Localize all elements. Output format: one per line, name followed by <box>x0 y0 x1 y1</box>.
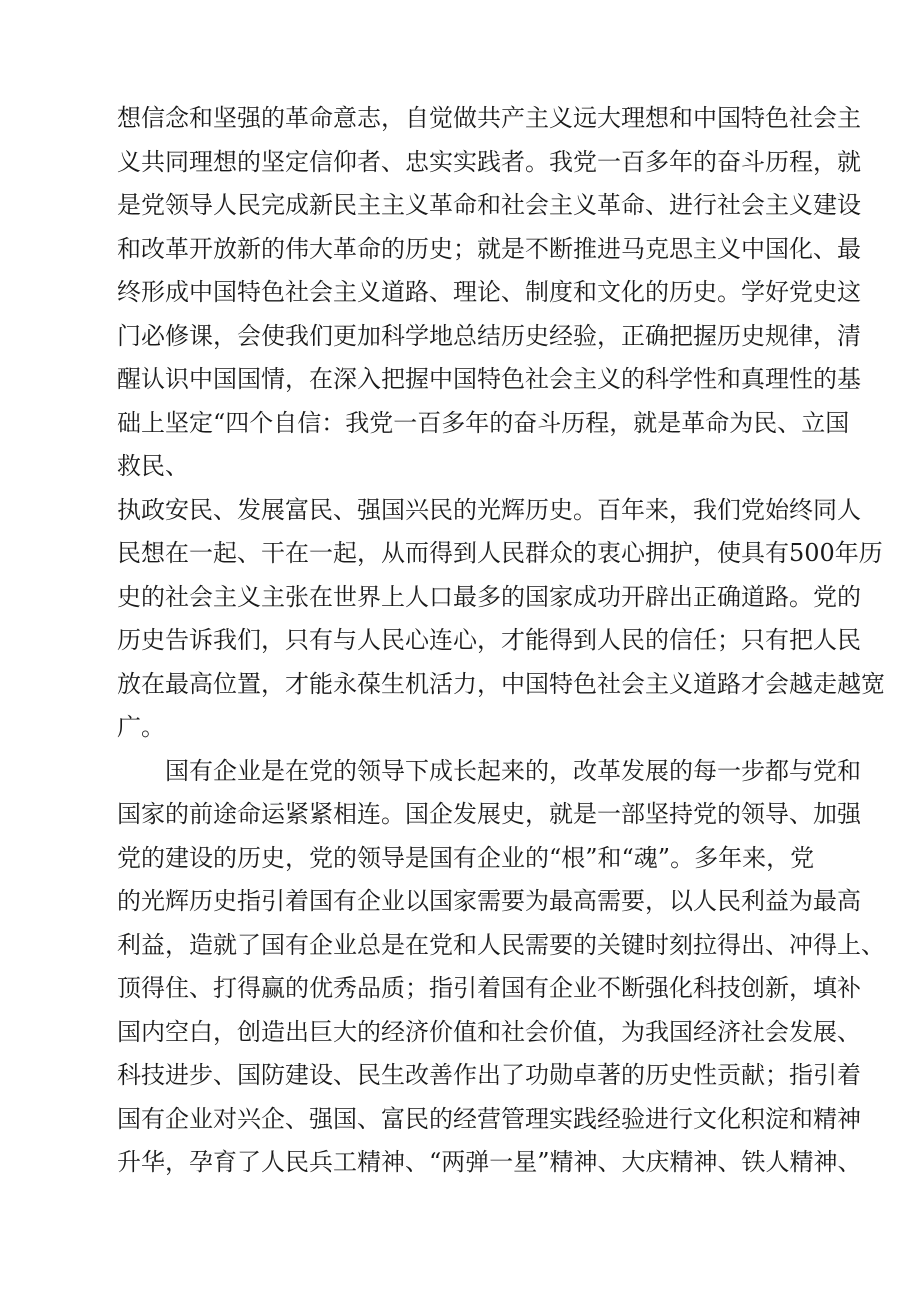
text-line: 是党领导人民完成新民主主义革命和社会主义革命、进行社会主义建设 <box>117 191 861 219</box>
text-line: 科技进步、国防建设、民生改善作出了功勋卓著的历史性贡献；指引着 <box>117 1061 861 1089</box>
text-line: 门必修课，会使我们更加科学地总结历史经验，正确把握历史规律，清 <box>117 321 861 350</box>
paragraph-3 <box>117 750 885 1185</box>
text-line: 救民、 <box>117 452 189 480</box>
text-line: 国家的前途命运紧紧相连。国企发展史，就是一部坚持党的领导、加强 <box>117 800 861 828</box>
text-line: 义共同理想的坚定信仰者、忠实实践者。我党一百多年的奋斗历程，就 <box>117 147 861 176</box>
text-line: 利益，造就了国有企业总是在党和人民需要的关键时刻拉得出、冲得上、 <box>117 930 885 959</box>
text-line: 国有企业是在党的领导下成长起来的，改革发展的每一步都与党和 <box>165 756 861 785</box>
text-line: 醒认识中国国情，在深入把握中国特色社会主义的科学性和真理性的基 <box>117 365 861 393</box>
body-text <box>117 97 885 1185</box>
text-line: 党的建设的历史，党的领导是国有企业的“根”和“魂”。多年来，党 <box>117 843 815 872</box>
text-line: 执政安民、发展富民、强国兴民的光辉历史。百年来，我们党始终同人 <box>117 495 861 524</box>
text-line: 史的社会主义主张在世界上人口最多的国家成功开辟出正确道路。党的 <box>117 582 861 611</box>
text-line: 和改革开放新的伟大革命的历史；就是不断推进马克思主义中国化、最 <box>117 234 861 263</box>
text-line: 终形成中国特色社会主义道路、理论、制度和文化的历史。学好党史这 <box>117 278 861 306</box>
text-line: 国有企业对兴企、强国、富民的经营管理实践经验进行文化积淀和精神 <box>117 1104 861 1133</box>
text-line: 想信念和坚强的革命意志，自觉做共产主义远大理想和中国特色社会主 <box>117 104 861 132</box>
text-line: 民想在一起、干在一起，从而得到人民群众的衷心拥护，使具有500年历 <box>117 539 883 567</box>
text-line: 历史告诉我们，只有与人民心连心，才能得到人民的信任；只有把人民 <box>117 626 861 654</box>
text-line: 顶得住、打得赢的优秀品质；指引着国有企业不断强化科技创新，填补 <box>117 974 861 1002</box>
paragraph-1 <box>117 97 861 489</box>
paragraph-2 <box>117 489 885 750</box>
text-line: 广。 <box>117 713 165 741</box>
text-line: 的光辉历史指引着国有企业以国家需要为最高需要，以人民利益为最高 <box>117 887 861 915</box>
text-line: 升华，孕育了人民兵工精神、“两弹一星”精神、大庆精神、铁人精神、 <box>117 1148 862 1176</box>
text-line: 础上坚定“四个自信：我党一百多年的奋斗历程，就是革命为民、立国 <box>117 408 850 437</box>
text-line: 放在最高位置，才能永葆生机活力，中国特色社会主义道路才会越走越宽 <box>117 669 885 698</box>
text-line: 国内空白，创造出巨大的经济价值和社会价值，为我国经济社会发展、 <box>117 1017 861 1046</box>
